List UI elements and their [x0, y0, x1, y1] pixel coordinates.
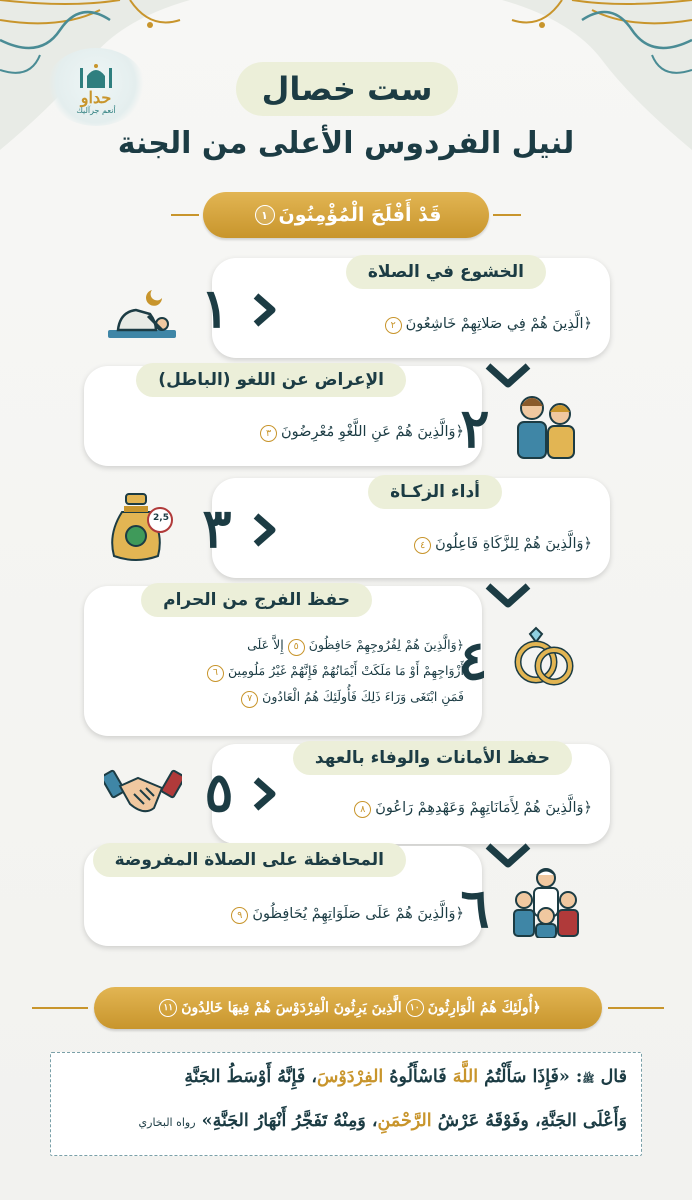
- hadith-line-1: قال ﷺ: «فَإِذَا سَأَلْتُمُ اللَّهَ فَاسْأَلُوهُ الفِرْدَوْسَ، فَإِنَّهُ أَوْسَطُ الجَنَّةِ: [184, 1067, 627, 1087]
- logo-text: حداو: [80, 87, 112, 107]
- step-title-1: الخشوع في الصلاة: [346, 255, 546, 289]
- verse-line: ﴿وَالَّذِينَ هُمْ لِفُرُوجِهِمْ حَافِظُونَ٥إِلاَّ عَلَى: [98, 632, 464, 658]
- step-title-6: المحافظة على الصلاة المفروضة: [93, 843, 406, 877]
- wedding-rings-icon: [512, 624, 578, 690]
- percentage-badge: 2,5: [153, 513, 169, 523]
- chevron-right-icon: [252, 776, 278, 812]
- chevron-down-icon: [484, 582, 532, 608]
- bottom-verse-banner: [94, 987, 602, 1029]
- hadith-source: رواه البخاري: [138, 1116, 196, 1129]
- step-verse-3: ﴿وَالَّذِينَ هُمْ لِلزَّكَاةِ فَاعِلُونَ٤: [226, 532, 592, 557]
- chevron-down-icon: [484, 362, 532, 388]
- top-verse-text: قَدْ أَفْلَحَ الْمُؤْمِنُونَ: [278, 204, 442, 226]
- verse-line: فَمَنِ ابْتَغَى وَرَاءَ ذَلِكَ فَأُولَئِكَ هُمُ الْعَادُونَ٧: [98, 684, 464, 710]
- arguing-people-icon: [510, 392, 580, 460]
- chevron-down-icon: [484, 842, 532, 868]
- handshake-icon: [104, 764, 182, 820]
- ayah-number-mark: ١٠: [406, 999, 424, 1017]
- step-title-4: حفظ الفرج من الحرام: [141, 583, 372, 617]
- mosque-icon: [75, 60, 117, 90]
- step-verse-2: ﴿وَالَّذِينَ هُمْ عَنِ اللَّغْوِ مُعْرِضُونَ٣: [98, 420, 464, 445]
- pbuh-mark: ﷺ: [582, 1074, 595, 1085]
- hadith-box: [50, 1052, 642, 1156]
- brand-logo: [46, 48, 146, 126]
- top-verse-banner: [203, 192, 489, 238]
- logo-subtext: أنعم جرآليك: [76, 105, 116, 115]
- verse-line: أَزْوَاجِهِمْ أَوْ مَا مَلَكَتْ أَيْمَانُهُمْ فَإِنَّهُمْ غَيْرُ مَلُومِينَ٦: [98, 658, 464, 684]
- step-number-6: ٦: [460, 876, 490, 940]
- step-card-2: [84, 366, 482, 466]
- ayah-number-mark: ١: [255, 205, 275, 225]
- page-subtitle: لنيل الفردوس الأعلى من الجنة: [117, 126, 575, 161]
- step-title-2: الإعراض عن اللغو (الباطل): [136, 363, 406, 397]
- step-title-5: حفظ الأمانات والوفاء بالعهد: [293, 741, 572, 775]
- bottom-verse-part-1: ﴿أُولَئِكَ هُمُ الْوَارِثُونَ: [427, 1000, 541, 1016]
- step-verse-6: ﴿وَالَّذِينَ هُمْ عَلَى صَلَوَاتِهِمْ يُحَافِظُونَ٩: [98, 902, 464, 927]
- money-bag-icon: [106, 490, 176, 566]
- step-number-2: ٢: [460, 396, 490, 460]
- ayah-number-mark: ١١: [159, 999, 177, 1017]
- step-card-4: [84, 586, 482, 736]
- chevron-right-icon: [252, 292, 278, 328]
- step-card-6: [84, 846, 482, 946]
- chevron-right-icon: [252, 512, 278, 548]
- step-number-1: ١: [200, 276, 230, 340]
- step-number-3: ٣: [202, 496, 232, 560]
- step-title-3: أداء الزكـاة: [368, 475, 502, 509]
- hadith-line-2: وَأَعْلَى الجَنَّةِ، وفَوْقَهُ عَرْشُ الرَّحْمَنِ، وَمِنْهُ تَفَجَّرُ أَنْهَارُ الجَنَّةِ» رواه البخاري: [138, 1111, 627, 1131]
- page-title: ست خصال: [236, 62, 458, 116]
- bottom-verse-part-2: الَّذِينَ يَرِثُونَ الْفِرْدَوْسَ هُمْ فِيهَا خَالِدُونَ: [181, 1000, 402, 1016]
- step-verse-4: [98, 632, 464, 710]
- congregation-icon: [512, 866, 580, 938]
- praying-person-icon: [104, 278, 180, 344]
- step-number-4: ٤: [458, 628, 488, 692]
- step-verse-1: ﴿الَّذِينَ هُمْ فِي صَلاتِهِمْ خَاشِعُونَ٢: [226, 312, 592, 337]
- step-verse-5: ﴿وَالَّذِينَ هُمْ لِأَمَانَاتِهِمْ وَعَهْدِهِمْ رَاعُونَ٨: [226, 796, 592, 821]
- step-number-5: ٥: [204, 760, 234, 824]
